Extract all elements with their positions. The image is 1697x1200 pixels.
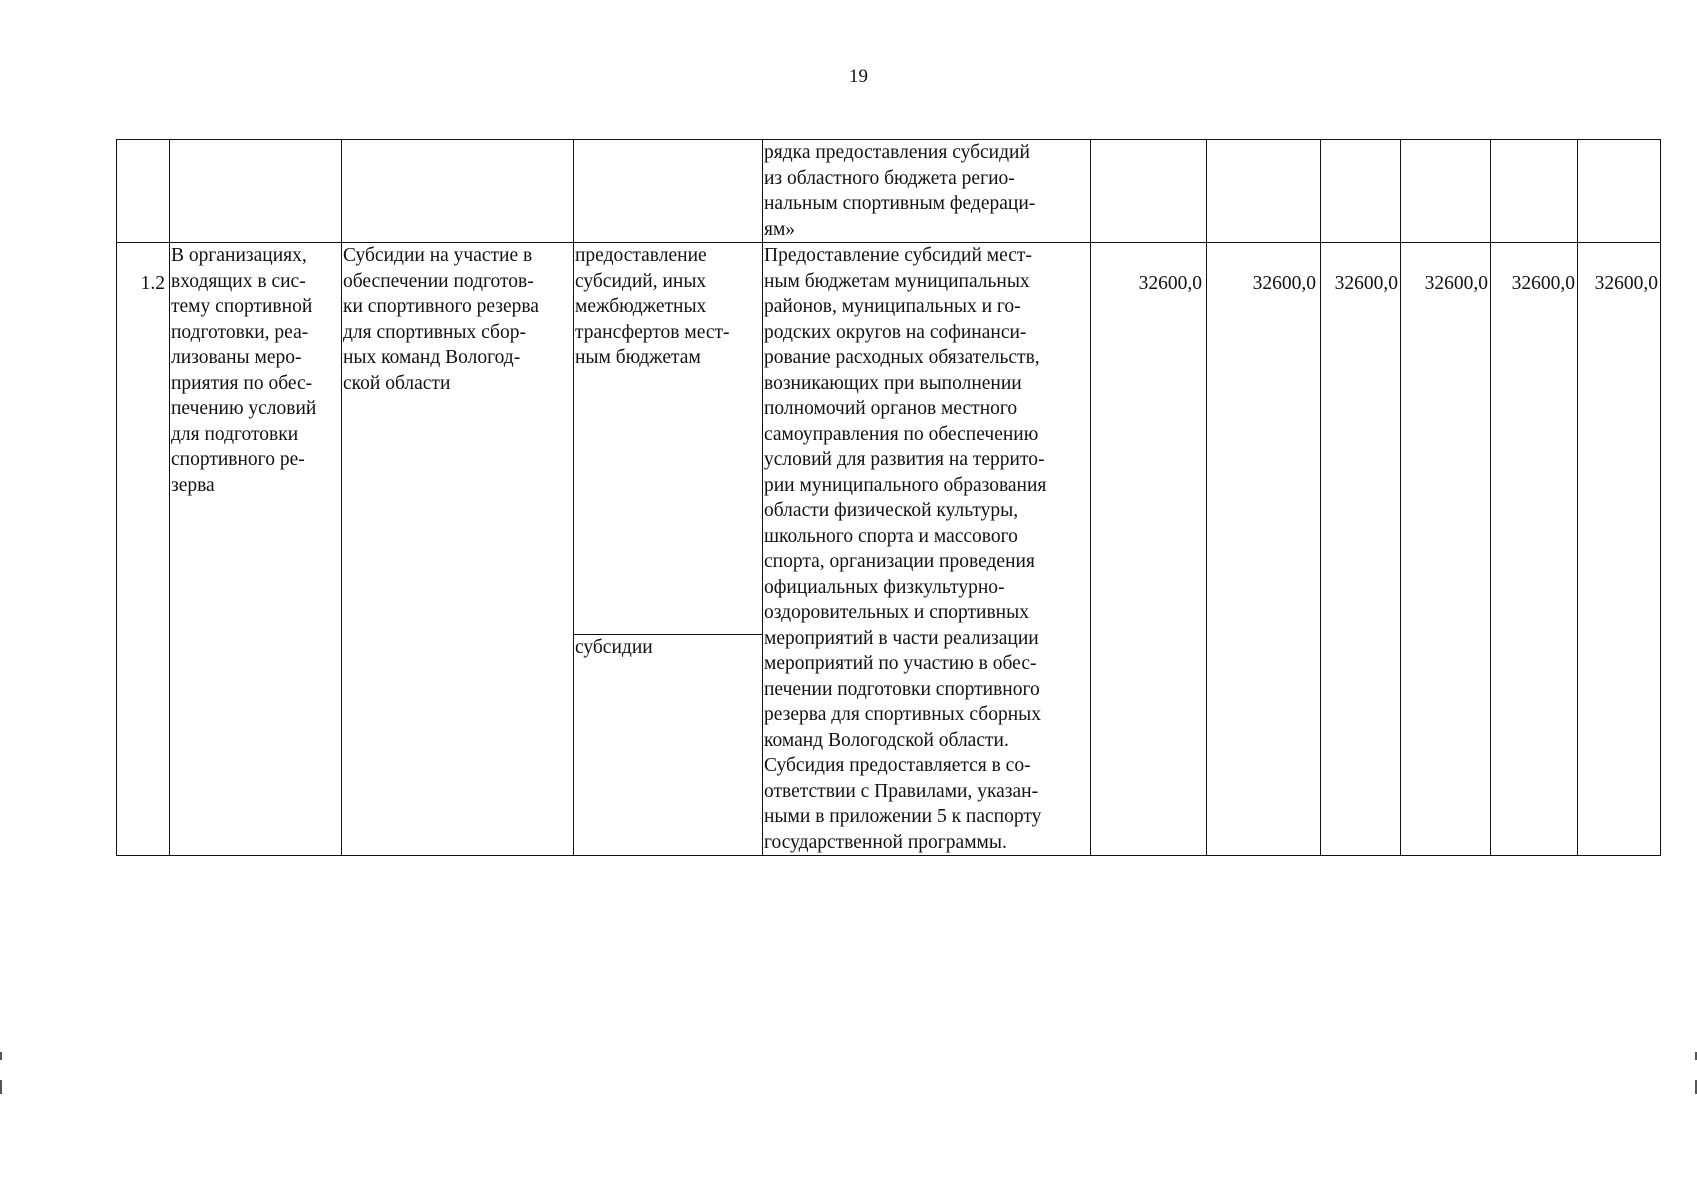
- table-row-continuation: [117, 140, 1661, 243]
- cell-row-number: 1.2: [117, 243, 170, 856]
- cell-value-empty: [1401, 140, 1491, 243]
- cell-number-empty: [117, 140, 170, 243]
- page-number: 19: [849, 66, 868, 87]
- cell-measure-type: предоставление субсидий, иных межбюджетных трансфертов мест- ным бюджетам: [574, 243, 763, 635]
- cell-value-empty: [1578, 140, 1661, 243]
- cell-description: Предоставление субсидий мест- ным бюджетам муниципальных районов, муниципальных и го- родских округов на софинанси- рование расходных обязательств, возникающих при выполнении полномочий органов местного самоуправления по обеспечению условий для развития на террито- рии муниципального образования области физической культуры, школьного спорта и массового спорта, организации проведения официальных физкультурно- оздоровительных и спортивных мероприятий в части реализации мероприятий по участию в обес- печении подготовки спортивного резерва для спортивных сборных команд Вологодской области. Субсидия предоставляется в со- ответствии с Правилами, указан- ными в приложении 5 к паспорту государственной программы.: [763, 243, 1091, 856]
- cell-measure-empty: [342, 140, 574, 243]
- cell-result-empty: [170, 140, 342, 243]
- table-row-1-2: [117, 243, 1661, 635]
- cell-value-4: 32600,0: [1401, 243, 1491, 856]
- cell-value-empty: [1091, 140, 1207, 243]
- cell-type-empty: [574, 140, 763, 243]
- cell-value-1: 32600,0: [1091, 243, 1207, 856]
- program-measures-table: [116, 139, 1661, 856]
- left-margin-mark: [0, 1052, 2, 1060]
- cell-measure-name: Субсидии на участие в обеспечении подготов- ки спортивного резерва для спортивных сбор- ных команд Вологод- ской области: [342, 243, 574, 856]
- cell-description-continuation: рядка предоставления субсидий из областного бюджета регио- нальным спортивным федераци- ям»: [763, 140, 1091, 243]
- left-margin-mark: [0, 1080, 2, 1094]
- cell-value-2: 32600,0: [1207, 243, 1321, 856]
- cell-result: В организациях, входящих в сис- тему спортивной подготовки, реа- лизованы меро- приятия по обес- печению условий для подготовки спортивного ре- зерва: [170, 243, 342, 856]
- cell-value-empty: [1491, 140, 1578, 243]
- cell-measure-type-subsidies: субсидии: [574, 634, 763, 855]
- cell-value-3: 32600,0: [1321, 243, 1401, 856]
- cell-value-empty: [1207, 140, 1321, 243]
- cell-value-empty: [1321, 140, 1401, 243]
- cell-value-5: 32600,0: [1491, 243, 1578, 856]
- cell-value-6: 32600,0: [1578, 243, 1661, 856]
